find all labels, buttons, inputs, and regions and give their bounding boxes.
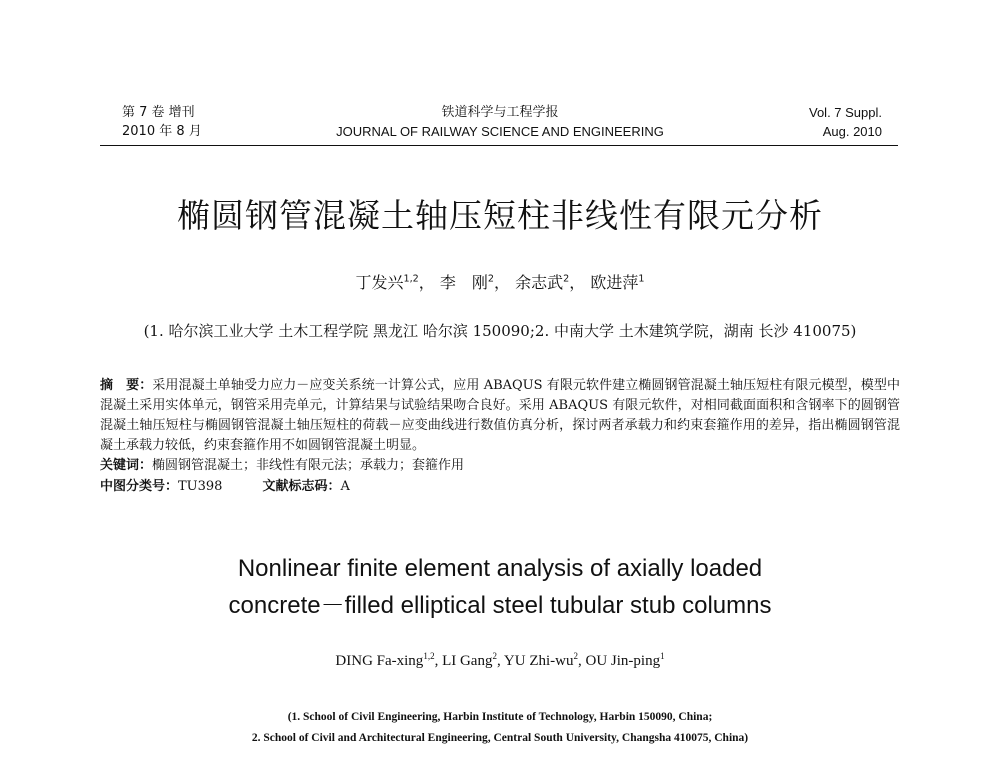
header-volume-en: [809, 103, 882, 141]
date-cn: 2010 年 8 月: [122, 124, 202, 139]
author-en: LI Gang$^2$,: [442, 651, 501, 669]
volume-en: Vol. 7 Suppl.: [809, 105, 882, 120]
abstract-label: 摘 要：: [100, 378, 153, 393]
doc-code-value: A: [340, 479, 350, 494]
header-rule: [100, 145, 898, 146]
abstract-text: 采用混凝土单轴受力应力－应变关系统一计算公式，应用 ABAQUS 有限元软件建立椭圆钢管混凝土轴压短柱有限元模型，模型中混凝土采用实体单元，钢管采用壳单元，计算结果与试验结果吻合良好。采用 ABAQUS 有限元软件，对相同截面面积和含钢率下的圆钢管混凝土轴压短柱与椭圆钢管混凝土轴压短柱的荷载－应变曲线进行数值仿真分析，探讨两者承载力和约束套箍作用的差异，指出椭圆钢管混凝土承载力较低，约束套箍作用不如圆钢管混凝土明显。: [100, 378, 900, 453]
abstract-cn: [100, 376, 900, 456]
journal-name-en: JOURNAL OF RAILWAY SCIENCE AND ENGINEERING: [336, 124, 664, 139]
article-title-cn: 椭圆钢管混凝土轴压短柱非线性有限元分析: [177, 196, 823, 235]
date-en: Aug. 2010: [822, 124, 882, 139]
journal-name-cn: 铁道科学与工程学报: [441, 105, 559, 120]
title-en-line-1: Nonlinear finite element analysis of axially loaded: [237, 555, 763, 582]
author-cn: 余志武$^2$，: [515, 273, 586, 292]
volume-cn: 第 7 卷 增刊: [122, 105, 195, 120]
affiliation-en-line-1: (1. School of Civil Engineering, Harbin Institute of Technology, Harbin 150090, China;: [287, 711, 713, 723]
clc-value: TU398: [178, 479, 223, 494]
author-en: YU Zhi-$wu^2$,: [503, 651, 582, 669]
author-cn: 丁发兴$^{1,2}$，: [355, 273, 435, 292]
author-list-en: [0, 653, 1000, 670]
affiliation-en-line-2: 2. School of Civil and Architectural Engineering, Central South University, Changsha 410075, China): [251, 732, 749, 744]
running-header: [100, 103, 900, 143]
author-en: DING Fa-xing$^{1,2}$,: [335, 651, 439, 669]
author-cn: 欧进萍$^1$: [590, 273, 645, 292]
header-journal: [100, 103, 900, 141]
keywords-cn: [100, 456, 900, 476]
affiliation-en: [0, 707, 1000, 749]
doc-code-label: 文献标志码：: [262, 479, 341, 494]
title-en-line-2: concrete－filled elliptical steel tubular stub columns: [228, 592, 772, 619]
affiliation-cn: (1. 哈尔滨工业大学 土木工程学院 黑龙江 哈尔滨 150090;2. 中南大学 土木建筑学院，湖南 长沙 410075): [143, 322, 857, 340]
article-title-en: [0, 550, 1000, 624]
author-list-cn: [0, 270, 1000, 293]
keywords-label: 关键词：: [100, 458, 153, 473]
author-en: OU Jin-ping$^1$: [585, 651, 665, 669]
keywords-text: 椭圆钢管混凝土；非线性有限元法；承载力；套箍作用: [152, 458, 465, 473]
clc-label: 中图分类号：: [100, 479, 179, 494]
classification-line: [100, 477, 900, 497]
author-cn: 李 刚$^2$，: [439, 273, 511, 292]
